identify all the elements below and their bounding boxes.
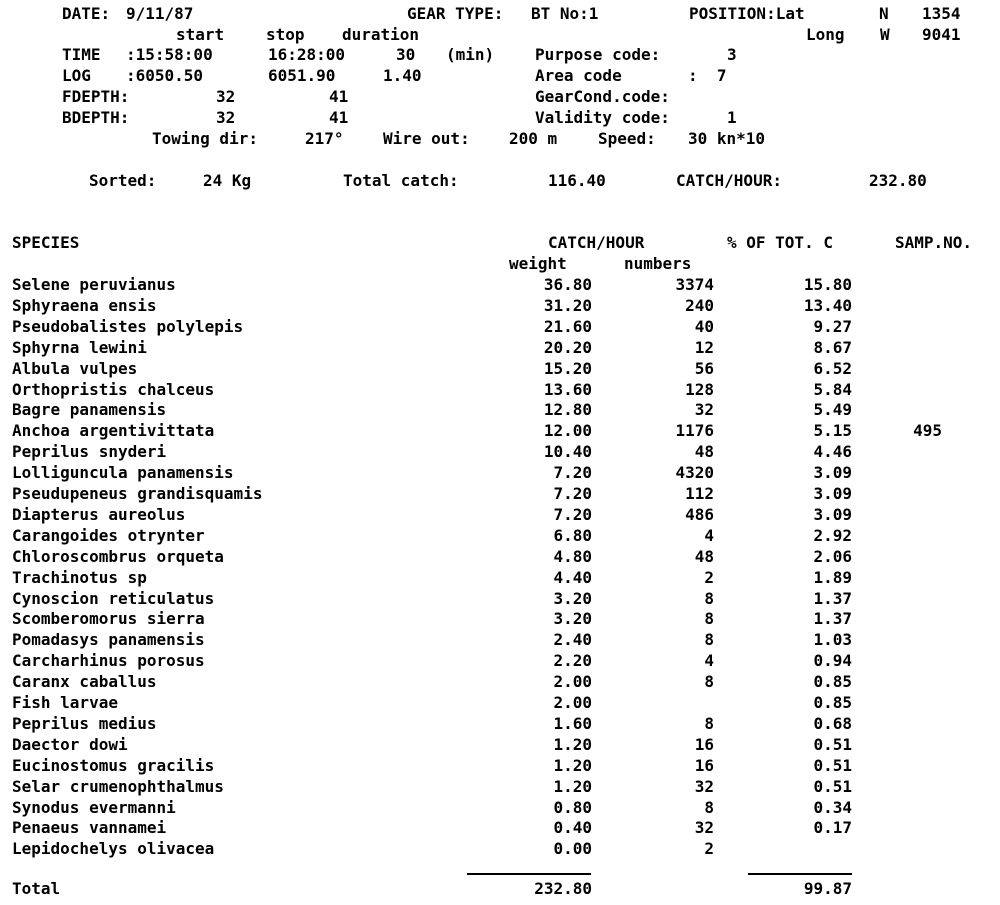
- species-name: Pseudupeneus grandisquamis: [12, 484, 263, 503]
- weight-subheader: weight: [509, 254, 567, 273]
- fdepth-stop: 41: [329, 87, 349, 106]
- percent-of-total: 4.46: [813, 442, 852, 461]
- long-value: 9041: [922, 25, 961, 44]
- species-name: Lepidochelys olivacea: [12, 839, 215, 858]
- catch-weight: 0.80: [553, 798, 592, 817]
- percent-of-total: 0.68: [813, 714, 852, 733]
- gear-condition-label: GearCond.code:: [535, 87, 670, 106]
- percent-of-total: 9.27: [813, 317, 852, 336]
- catch-numbers: 240: [685, 296, 714, 315]
- position-label: POSITION:Lat: [689, 4, 805, 23]
- catch-numbers: 2: [704, 568, 714, 587]
- percent-of-total: 5.84: [813, 380, 852, 399]
- catch-numbers: 8: [704, 589, 714, 608]
- total-catch-value: 116.40: [548, 171, 606, 190]
- validity-code-value: 1: [727, 108, 737, 127]
- species-name: Pomadasys panamensis: [12, 630, 205, 649]
- time-unit: (min): [446, 45, 495, 64]
- catch-numbers: 12: [694, 338, 714, 357]
- validity-code-label: Validity code:: [535, 108, 670, 127]
- species-name: Bagre panamensis: [12, 400, 167, 419]
- percent-of-total: 0.85: [813, 672, 852, 691]
- log-stop: 6051.90: [268, 66, 336, 85]
- long-hemisphere: W: [880, 25, 890, 44]
- species-name: Diapterus aureolus: [12, 505, 186, 524]
- percent-of-total: 0.34: [813, 798, 852, 817]
- catch-weight: 2.40: [553, 630, 592, 649]
- species-name: Anchoa argentivittata: [12, 421, 215, 440]
- species-name: Albula vulpes: [12, 359, 138, 378]
- time-duration: 30: [396, 45, 416, 64]
- percent-total-rule: [748, 873, 852, 875]
- percent-of-total-column-header: % OF TOT. C: [727, 233, 833, 252]
- catch-numbers: 8: [704, 609, 714, 628]
- catch-per-hour-value: 232.80: [869, 171, 927, 190]
- species-name: Carangoides otrynter: [12, 526, 205, 545]
- catch-numbers: 40: [694, 317, 714, 336]
- numbers-subheader: numbers: [624, 254, 692, 273]
- col-start-header: start: [176, 25, 225, 44]
- species-name: Chloroscombrus orqueta: [12, 547, 224, 566]
- percent-of-total: 2.92: [813, 526, 852, 545]
- time-label: TIME: [62, 45, 101, 64]
- gear-type-label: GEAR TYPE:: [407, 4, 504, 23]
- percent-of-total: 1.03: [813, 630, 852, 649]
- catch-numbers: 32: [694, 400, 714, 419]
- species-name: Orthopristis chalceus: [12, 380, 215, 399]
- species-name: Trachinotus sp: [12, 568, 147, 587]
- species-name: Lolliguncula panamensis: [12, 463, 234, 482]
- log-label: LOG: [62, 66, 91, 85]
- catch-per-hour-label: CATCH/HOUR:: [676, 171, 782, 190]
- total-weight: 232.80: [534, 879, 592, 898]
- weight-total-rule: [467, 873, 591, 875]
- percent-of-total: 3.09: [813, 484, 852, 503]
- col-stop-header: stop: [266, 25, 305, 44]
- species-name: Scomberomorus sierra: [12, 609, 205, 628]
- catch-weight: 36.80: [543, 275, 592, 294]
- catch-numbers: 4: [704, 526, 714, 545]
- log-start: :6050.50: [126, 66, 204, 85]
- bdepth-stop: 41: [329, 108, 349, 127]
- time-start: :15:58:00: [126, 45, 213, 64]
- catch-numbers: 48: [694, 547, 714, 566]
- species-name: Fish larvae: [12, 693, 118, 712]
- catch-weight: 31.20: [543, 296, 592, 315]
- catch-numbers: 8: [704, 798, 714, 817]
- species-name: Penaeus vannamei: [12, 818, 167, 837]
- wire-out-label: Wire out:: [383, 129, 470, 148]
- percent-of-total: 1.37: [813, 589, 852, 608]
- species-name: Selar crumenophthalmus: [12, 777, 224, 796]
- catch-weight: 21.60: [543, 317, 592, 336]
- area-code-label: Area code: [535, 66, 622, 85]
- bdepth-label: BDEPTH:: [62, 108, 130, 127]
- sample-number: 495: [913, 421, 942, 440]
- catch-weight: 3.20: [553, 589, 592, 608]
- catch-weight: 0.00: [553, 839, 592, 858]
- long-label: Long: [806, 25, 845, 44]
- species-name: Caranx caballus: [12, 672, 157, 691]
- sample-number-column-header: SAMP.NO.: [895, 233, 973, 252]
- fdepth-label: FDEPTH:: [62, 87, 130, 106]
- catch-numbers: 1176: [675, 421, 714, 440]
- catch-weight: 1.60: [553, 714, 592, 733]
- catch-numbers: 8: [704, 672, 714, 691]
- purpose-code-label: Purpose code:: [535, 45, 661, 64]
- catch-numbers: 16: [694, 756, 714, 775]
- catch-numbers: 3374: [675, 275, 714, 294]
- catch-numbers: 4: [704, 651, 714, 670]
- catch-weight: 10.40: [543, 442, 592, 461]
- species-column-header: SPECIES: [12, 233, 80, 252]
- percent-of-total: 1.89: [813, 568, 852, 587]
- catch-weight: 0.40: [553, 818, 592, 837]
- total-catch-label: Total catch:: [343, 171, 459, 190]
- percent-of-total: 6.52: [813, 359, 852, 378]
- catch-weight: 1.20: [553, 756, 592, 775]
- species-name: Pseudobalistes polylepis: [12, 317, 244, 336]
- towing-dir-label: Towing dir:: [152, 129, 258, 148]
- lat-hemisphere: N: [879, 4, 889, 23]
- sorted-label: Sorted:: [89, 171, 157, 190]
- time-stop: 16:28:00: [268, 45, 346, 64]
- area-code-value: : 7: [688, 66, 727, 85]
- catch-numbers: 16: [694, 735, 714, 754]
- catch-numbers: 2: [704, 839, 714, 858]
- date-label: DATE:: [62, 4, 111, 23]
- catch-numbers: 112: [685, 484, 714, 503]
- percent-of-total: 8.67: [813, 338, 852, 357]
- percent-of-total: 0.51: [813, 756, 852, 775]
- species-name: Synodus evermanni: [12, 798, 176, 817]
- species-name: Eucinostomus gracilis: [12, 756, 215, 775]
- speed-value: 30 kn*10: [688, 129, 766, 148]
- catch-weight: 12.80: [543, 400, 592, 419]
- catch-weight: 2.00: [553, 693, 592, 712]
- catch-numbers: 8: [704, 630, 714, 649]
- catch-weight: 4.40: [553, 568, 592, 587]
- gear-type-value: BT No:1: [531, 4, 599, 23]
- percent-of-total: 3.09: [813, 463, 852, 482]
- date-value: 9/11/87: [126, 4, 194, 23]
- catch-weight: 2.00: [553, 672, 592, 691]
- total-percent: 99.87: [803, 879, 852, 898]
- total-label: Total: [12, 879, 61, 898]
- sorted-value: 24 Kg: [203, 171, 252, 190]
- catch-weight: 7.20: [553, 505, 592, 524]
- percent-of-total: 0.17: [813, 818, 852, 837]
- catch-numbers: 128: [685, 380, 714, 399]
- percent-of-total: 5.49: [813, 400, 852, 419]
- catch-weight: 7.20: [553, 484, 592, 503]
- percent-of-total: 0.94: [813, 651, 852, 670]
- species-name: Carcharhinus porosus: [12, 651, 205, 670]
- percent-of-total: 0.85: [813, 693, 852, 712]
- percent-of-total: 13.40: [803, 296, 852, 315]
- species-name: Sphyraena ensis: [12, 296, 157, 315]
- catch-weight: 2.20: [553, 651, 592, 670]
- catch-weight: 12.00: [543, 421, 592, 440]
- col-duration-header: duration: [342, 25, 420, 44]
- percent-of-total: 0.51: [813, 777, 852, 796]
- species-name: Sphyrna lewini: [12, 338, 147, 357]
- catch-weight: 15.20: [543, 359, 592, 378]
- catch-numbers: 32: [694, 818, 714, 837]
- catch-weight: 6.80: [553, 526, 592, 545]
- fdepth-start: 32: [216, 87, 236, 106]
- percent-of-total: 0.51: [813, 735, 852, 754]
- catch-per-hour-column-header: CATCH/HOUR: [548, 233, 645, 252]
- species-name: Peprilus medius: [12, 714, 157, 733]
- catch-weight: 7.20: [553, 463, 592, 482]
- catch-weight: 4.80: [553, 547, 592, 566]
- catch-weight: 1.20: [553, 777, 592, 796]
- log-duration: 1.40: [383, 66, 422, 85]
- species-name: Cynoscion reticulatus: [12, 589, 215, 608]
- purpose-code-value: 3: [727, 45, 737, 64]
- species-name: Selene peruvianus: [12, 275, 176, 294]
- catch-numbers: 486: [685, 505, 714, 524]
- percent-of-total: 15.80: [803, 275, 852, 294]
- catch-numbers: 48: [694, 442, 714, 461]
- percent-of-total: 5.15: [813, 421, 852, 440]
- catch-numbers: 4320: [675, 463, 714, 482]
- species-name: Peprilus snyderi: [12, 442, 167, 461]
- towing-dir-value: 217°: [305, 129, 344, 148]
- percent-of-total: 1.37: [813, 609, 852, 628]
- catch-weight: 3.20: [553, 609, 592, 628]
- lat-value: 1354: [922, 4, 961, 23]
- catch-weight: 20.20: [543, 338, 592, 357]
- species-name: Daector dowi: [12, 735, 128, 754]
- catch-numbers: 32: [694, 777, 714, 796]
- catch-weight: 13.60: [543, 380, 592, 399]
- wire-out-value: 200 m: [509, 129, 558, 148]
- catch-numbers: 8: [704, 714, 714, 733]
- catch-numbers: 56: [694, 359, 714, 378]
- bdepth-start: 32: [216, 108, 236, 127]
- catch-weight: 1.20: [553, 735, 592, 754]
- percent-of-total: 2.06: [813, 547, 852, 566]
- speed-label: Speed:: [598, 129, 656, 148]
- percent-of-total: 3.09: [813, 505, 852, 524]
